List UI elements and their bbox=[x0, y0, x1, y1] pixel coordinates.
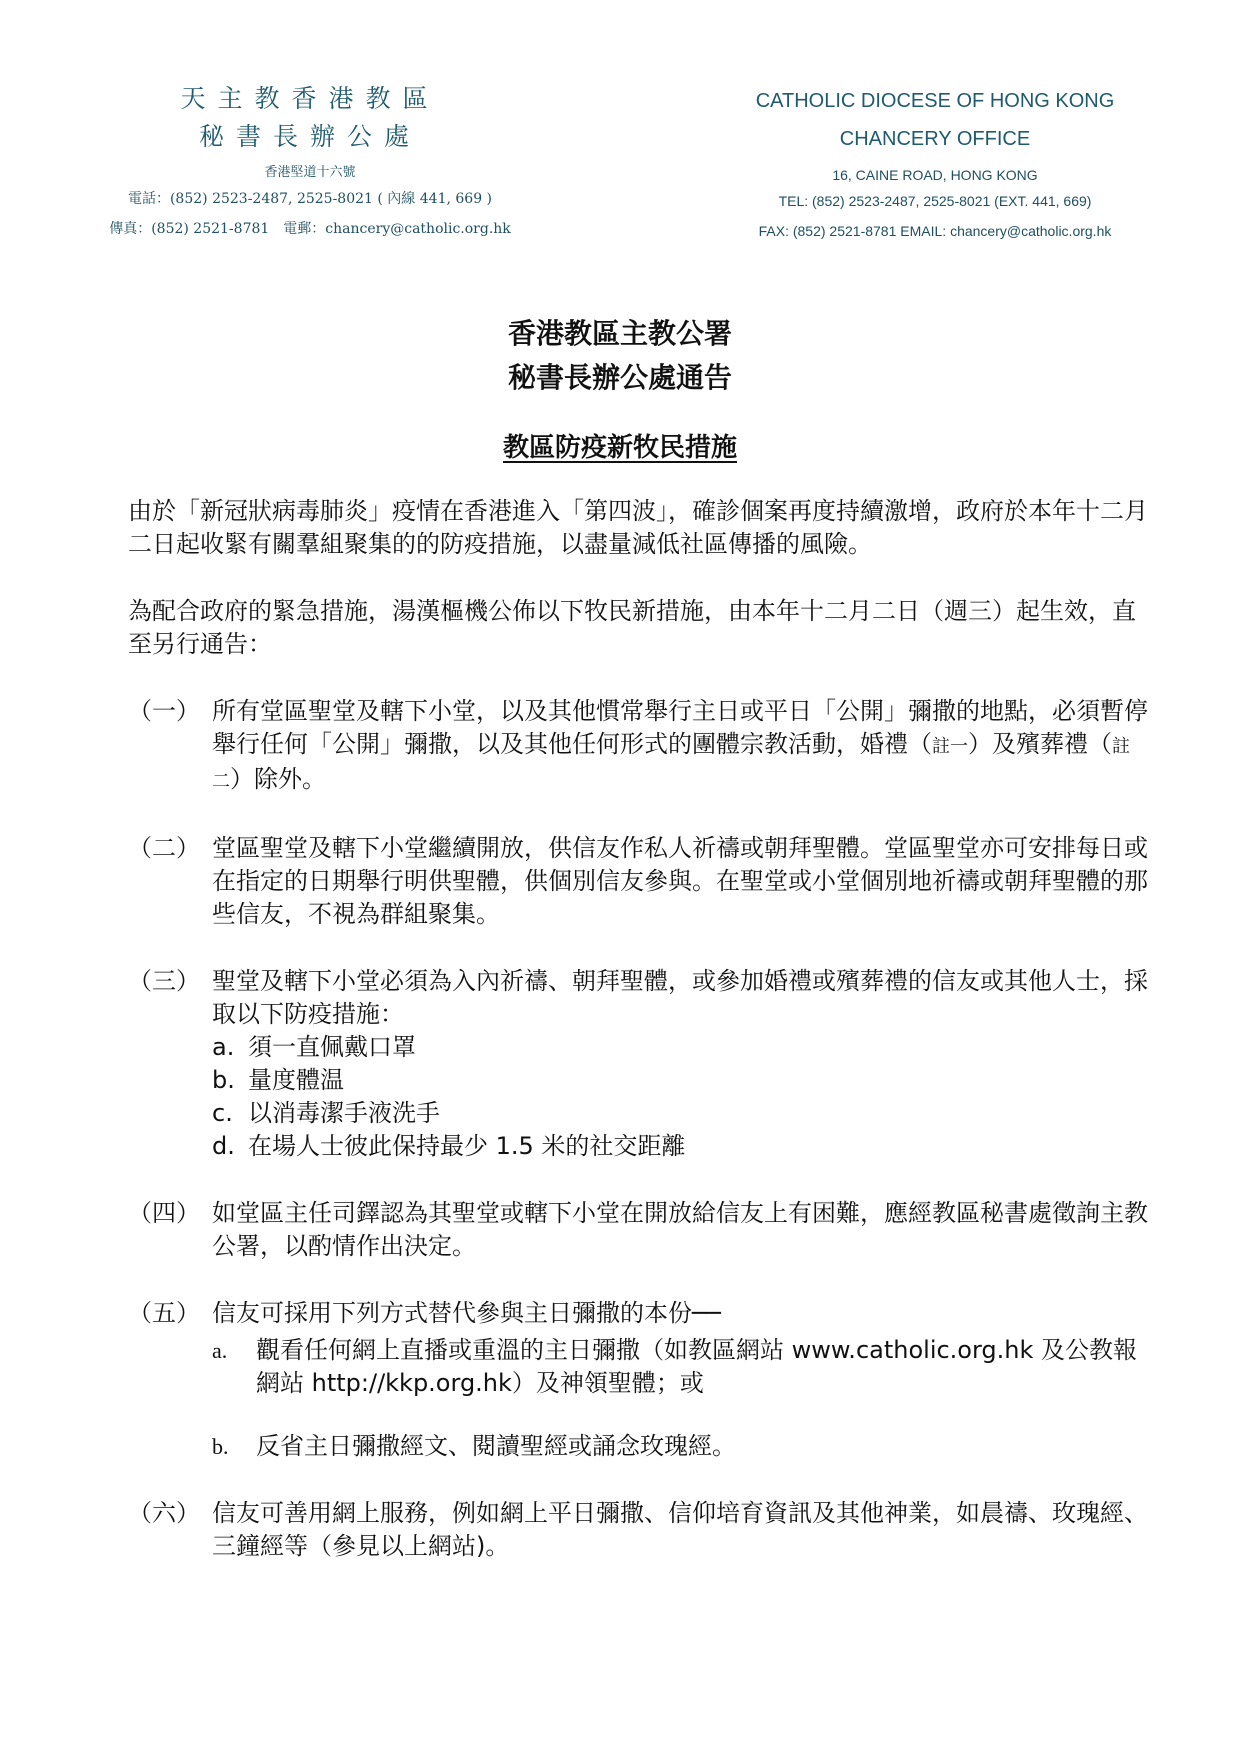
list-item bbox=[212, 1031, 1148, 1064]
note-ref-1: 註一 bbox=[932, 736, 968, 757]
address-zh: 香港堅道十六號 bbox=[264, 165, 356, 180]
clause-number: （三） bbox=[128, 967, 200, 995]
list-text: 須一直佩戴口罩 bbox=[248, 1033, 416, 1061]
clause-number: （四） bbox=[128, 1199, 200, 1227]
org-name-zh-line1: 天主教香港教區 bbox=[180, 84, 440, 113]
clause-content bbox=[212, 965, 1148, 1163]
clause-text-part: ）及殯葬禮（ bbox=[968, 730, 1112, 758]
notice-body bbox=[128, 495, 1148, 1597]
list-text: 以消毒潔手液洗手 bbox=[248, 1099, 440, 1127]
list-letter: b. bbox=[212, 1434, 229, 1459]
title-line-1: 香港教區主教公署 bbox=[507, 317, 732, 350]
list-text: 量度體温 bbox=[248, 1066, 344, 1094]
org-name-en-line2: CHANCERY OFFICE bbox=[839, 128, 1031, 150]
measures-list bbox=[212, 1031, 1148, 1163]
clause-5 bbox=[128, 1297, 1148, 1463]
tel-zh: 電話：(852) 2523-2487, 2525-8021 ( 內線 441, 669 ) bbox=[127, 191, 493, 207]
clause-text: 信友可採用下列方式替代參與主日彌撒的本份── bbox=[212, 1299, 721, 1327]
list-letter: a. bbox=[212, 1338, 228, 1363]
list-text: 觀看任何網上直播或重溫的主日彌撒（如教區網站 www.catholic.org.hk 及公教報網站 http://kkp.org.hk）及神領聖體；或 bbox=[256, 1336, 1138, 1397]
clause-text-part: 所有堂區聖堂及轄下小堂，以及其他慣常舉行主日或平日「公開」彌撒的地點，必須暫停舉行任何「公開」彌撒，以及其他任何形式的團體宗教活動，婚禮（ bbox=[212, 697, 1148, 758]
clause-text: 聖堂及轄下小堂必須為入內祈禱、朝拜聖體，或參加婚禮或殯葬禮的信友或其他人士，採取以下防疫措施： bbox=[212, 967, 1148, 1028]
notice-title bbox=[0, 312, 1240, 400]
address-en: 16, CAINE ROAD, HONG KONG bbox=[832, 167, 1038, 183]
clause-1 bbox=[128, 695, 1148, 798]
list-letter: a. bbox=[212, 1033, 235, 1061]
list-letter: d. bbox=[212, 1132, 235, 1160]
clause-number: （一） bbox=[128, 697, 200, 725]
clause-number: （六） bbox=[128, 1499, 200, 1527]
list-text: 反省主日彌撒經文、閱讀聖經或誦念玫瑰經。 bbox=[256, 1432, 736, 1460]
clause-content bbox=[212, 1297, 1148, 1463]
alternatives-list bbox=[212, 1334, 1148, 1463]
title-line-2: 秘書長辦公處通告 bbox=[507, 361, 732, 394]
clause-text: 如堂區主任司鐸認為其聖堂或轄下小堂在開放給信友上有困難，應經教區秘書處徵詢主教公署，以酌情作出決定。 bbox=[212, 1199, 1148, 1260]
list-text: 在場人士彼此保持最少 1.5 米的社交距離 bbox=[248, 1132, 686, 1160]
fax-email-zh: 傳真：(852) 2521-8781 電郵：chancery@catholic.org.hk bbox=[109, 221, 511, 237]
org-name-en-line1: CATHOLIC DIOCESE OF HONG KONG bbox=[755, 90, 1115, 112]
intro-paragraph-1: 由於「新冠狀病毒肺炎」疫情在香港進入「第四波」，確診個案再度持續激增，政府於本年十二月二日起收緊有關羣組聚集的的防疫措施，以盡量減低社區傳播的風險。 bbox=[128, 497, 1148, 558]
clause-text-part: ）除外。 bbox=[230, 765, 326, 793]
tel-en: TEL: (852) 2523-2487, 2525-8021 (EXT. 441, 669) bbox=[778, 193, 1092, 209]
intro-paragraph-2: 為配合政府的緊急措施，湯漢樞機公佈以下牧民新措施，由本年十二月二日（週三）起生效，直至另行通告： bbox=[128, 597, 1136, 658]
list-item bbox=[212, 1430, 1148, 1463]
clause-text bbox=[212, 695, 1148, 798]
notice-subtitle: 教區防疫新牧民措施 bbox=[502, 433, 737, 463]
list-item bbox=[212, 1097, 1148, 1130]
clause-text: 堂區聖堂及轄下小堂繼續開放，供信友作私人祈禱或朝拜聖體。堂區聖堂亦可安排每日或在指定的日期舉行明供聖體，供個別信友參與。在聖堂或小堂個別地祈禱或朝拜聖體的那些信友，不視為群組聚集。 bbox=[212, 834, 1148, 928]
clause-number: （二） bbox=[128, 834, 200, 862]
clause-2 bbox=[128, 832, 1148, 931]
clause-text: 信友可善用網上服務，例如網上平日彌撒、信仰培育資訊及其他神業，如晨禱、玫瑰經、三鐘經等（參見以上網站)。 bbox=[212, 1499, 1148, 1560]
clause-number: （五） bbox=[128, 1299, 200, 1327]
org-name-zh-line2: 秘書長辦公處 bbox=[198, 122, 421, 151]
note-ref-2: 註二 bbox=[212, 736, 1130, 792]
clause-3 bbox=[128, 965, 1148, 1163]
fax-email-en: FAX: (852) 2521-8781 EMAIL: chancery@catholic.org.hk bbox=[758, 223, 1112, 239]
list-letter: c. bbox=[212, 1099, 233, 1127]
list-item bbox=[212, 1130, 1148, 1163]
letterhead-chinese bbox=[95, 80, 525, 244]
clause-4 bbox=[128, 1197, 1148, 1263]
letterhead-english bbox=[700, 82, 1170, 246]
clause-6 bbox=[128, 1497, 1148, 1563]
list-letter: b. bbox=[212, 1066, 235, 1094]
list-item bbox=[212, 1334, 1148, 1400]
list-item bbox=[212, 1064, 1148, 1097]
